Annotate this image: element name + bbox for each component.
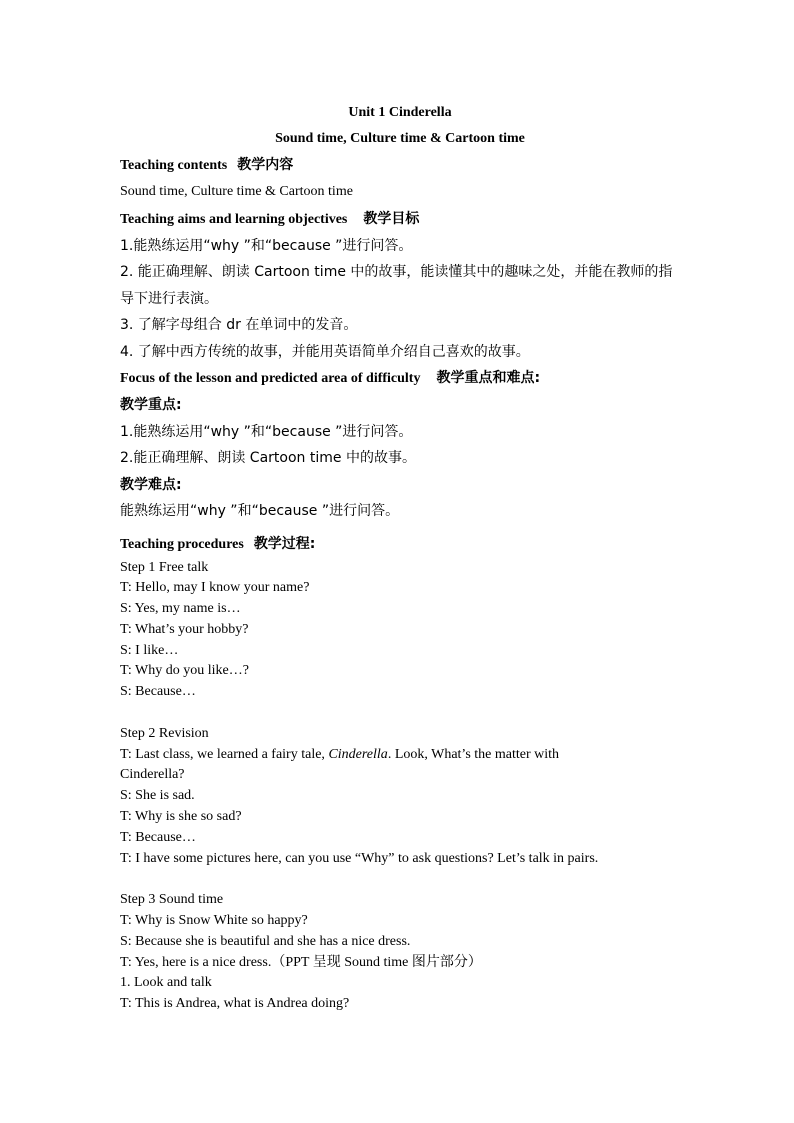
step1-line: T: Why do you like…? bbox=[120, 663, 249, 679]
contents-heading-cn: 教学内容 bbox=[237, 157, 294, 173]
step3-line: T: Yes, here is a nice dress.（PPT 呈现 Sound time 图片部分） bbox=[120, 954, 482, 970]
aims-heading bbox=[120, 206, 680, 233]
difficult-point-item: 能熟练运用“why ”和“because ”进行问答。 bbox=[120, 503, 400, 519]
spacer bbox=[120, 703, 680, 724]
aims-item: 4. 了解中西方传统的故事，并能用英语简单介绍自己喜欢的故事。 bbox=[120, 343, 530, 360]
step1-title: Step 1 Free talk bbox=[120, 559, 209, 575]
focus-heading-cn: 教学重点和难点: bbox=[436, 370, 541, 386]
key-points-label: 教学重点: bbox=[120, 397, 182, 413]
step2-line1-post: . Look, What’s the matter with bbox=[387, 746, 560, 762]
aims-item: 1.能熟练运用“why ”和“because ”进行问答。 bbox=[120, 237, 413, 254]
difficult-points-label: 教学难点: bbox=[120, 476, 182, 493]
contents-heading bbox=[120, 152, 680, 179]
step2-line: T: Because… bbox=[120, 829, 196, 845]
step1-line: T: What’s your hobby? bbox=[120, 621, 249, 637]
step2-line: T: I have some pictures here, can you use “Why” to ask questions? Let’s talk in pairs. bbox=[120, 850, 599, 866]
step1-line: S: Because… bbox=[120, 684, 196, 700]
document-title: Unit 1 Cinderella bbox=[348, 105, 452, 120]
procedures-heading bbox=[120, 531, 680, 558]
aims-heading-en: Teaching aims and learning objectives bbox=[120, 211, 348, 227]
contents-heading-en: Teaching contents bbox=[120, 158, 228, 173]
step2-line1-pre: T: Last class, we learned a fairy tale, bbox=[120, 746, 329, 762]
contents-text: Sound time, Culture time & Cartoon time bbox=[120, 184, 353, 199]
step2-line: T: Why is she so sad? bbox=[120, 809, 242, 825]
step2-title: Step 2 Revision bbox=[120, 725, 209, 741]
document-subtitle: Sound time, Culture time & Cartoon time bbox=[275, 131, 525, 146]
step3-line: S: Because she is beautiful and she has a nice dress. bbox=[120, 933, 411, 949]
procedures-heading-cn: 教学过程: bbox=[253, 535, 316, 552]
step1-line: S: I like… bbox=[120, 642, 179, 658]
story-title-italic: Cinderella bbox=[328, 746, 388, 762]
step3-title: Step 3 Sound time bbox=[120, 892, 224, 908]
step3-line: 1. Look and talk bbox=[120, 975, 212, 991]
step1-line: T: Hello, may I know your name? bbox=[120, 580, 310, 596]
document-page bbox=[120, 100, 680, 1015]
step2-line bbox=[120, 745, 680, 766]
step3-line: T: This is Andrea, what is Andrea doing? bbox=[120, 996, 350, 1012]
aims-item: 3. 了解字母组合 dr 在单词中的发音。 bbox=[120, 317, 358, 333]
step3-line: T: Why is Snow White so happy? bbox=[120, 913, 308, 929]
aims-item: 2. 能正确理解、朗读 Cartoon time 中的故事，能读懂其中的趣味之处，并能在教师的指导下进行表演。 bbox=[120, 264, 673, 307]
focus-heading-en: Focus of the lesson and predicted area of difficulty bbox=[120, 371, 421, 386]
aims-heading-cn: 教学目标 bbox=[363, 210, 420, 227]
step1-line: S: Yes, my name is… bbox=[120, 601, 241, 617]
focus-heading bbox=[120, 365, 680, 392]
spacer bbox=[120, 869, 680, 890]
key-point-item: 1.能熟练运用“why ”和“because ”进行问答。 bbox=[120, 423, 413, 440]
step2-line: Cinderella? bbox=[120, 767, 185, 783]
step2-line: S: She is sad. bbox=[120, 788, 195, 804]
procedures-heading-en: Teaching procedures bbox=[120, 536, 244, 552]
key-point-item: 2.能正确理解、朗读 Cartoon time 中的故事。 bbox=[120, 450, 416, 466]
